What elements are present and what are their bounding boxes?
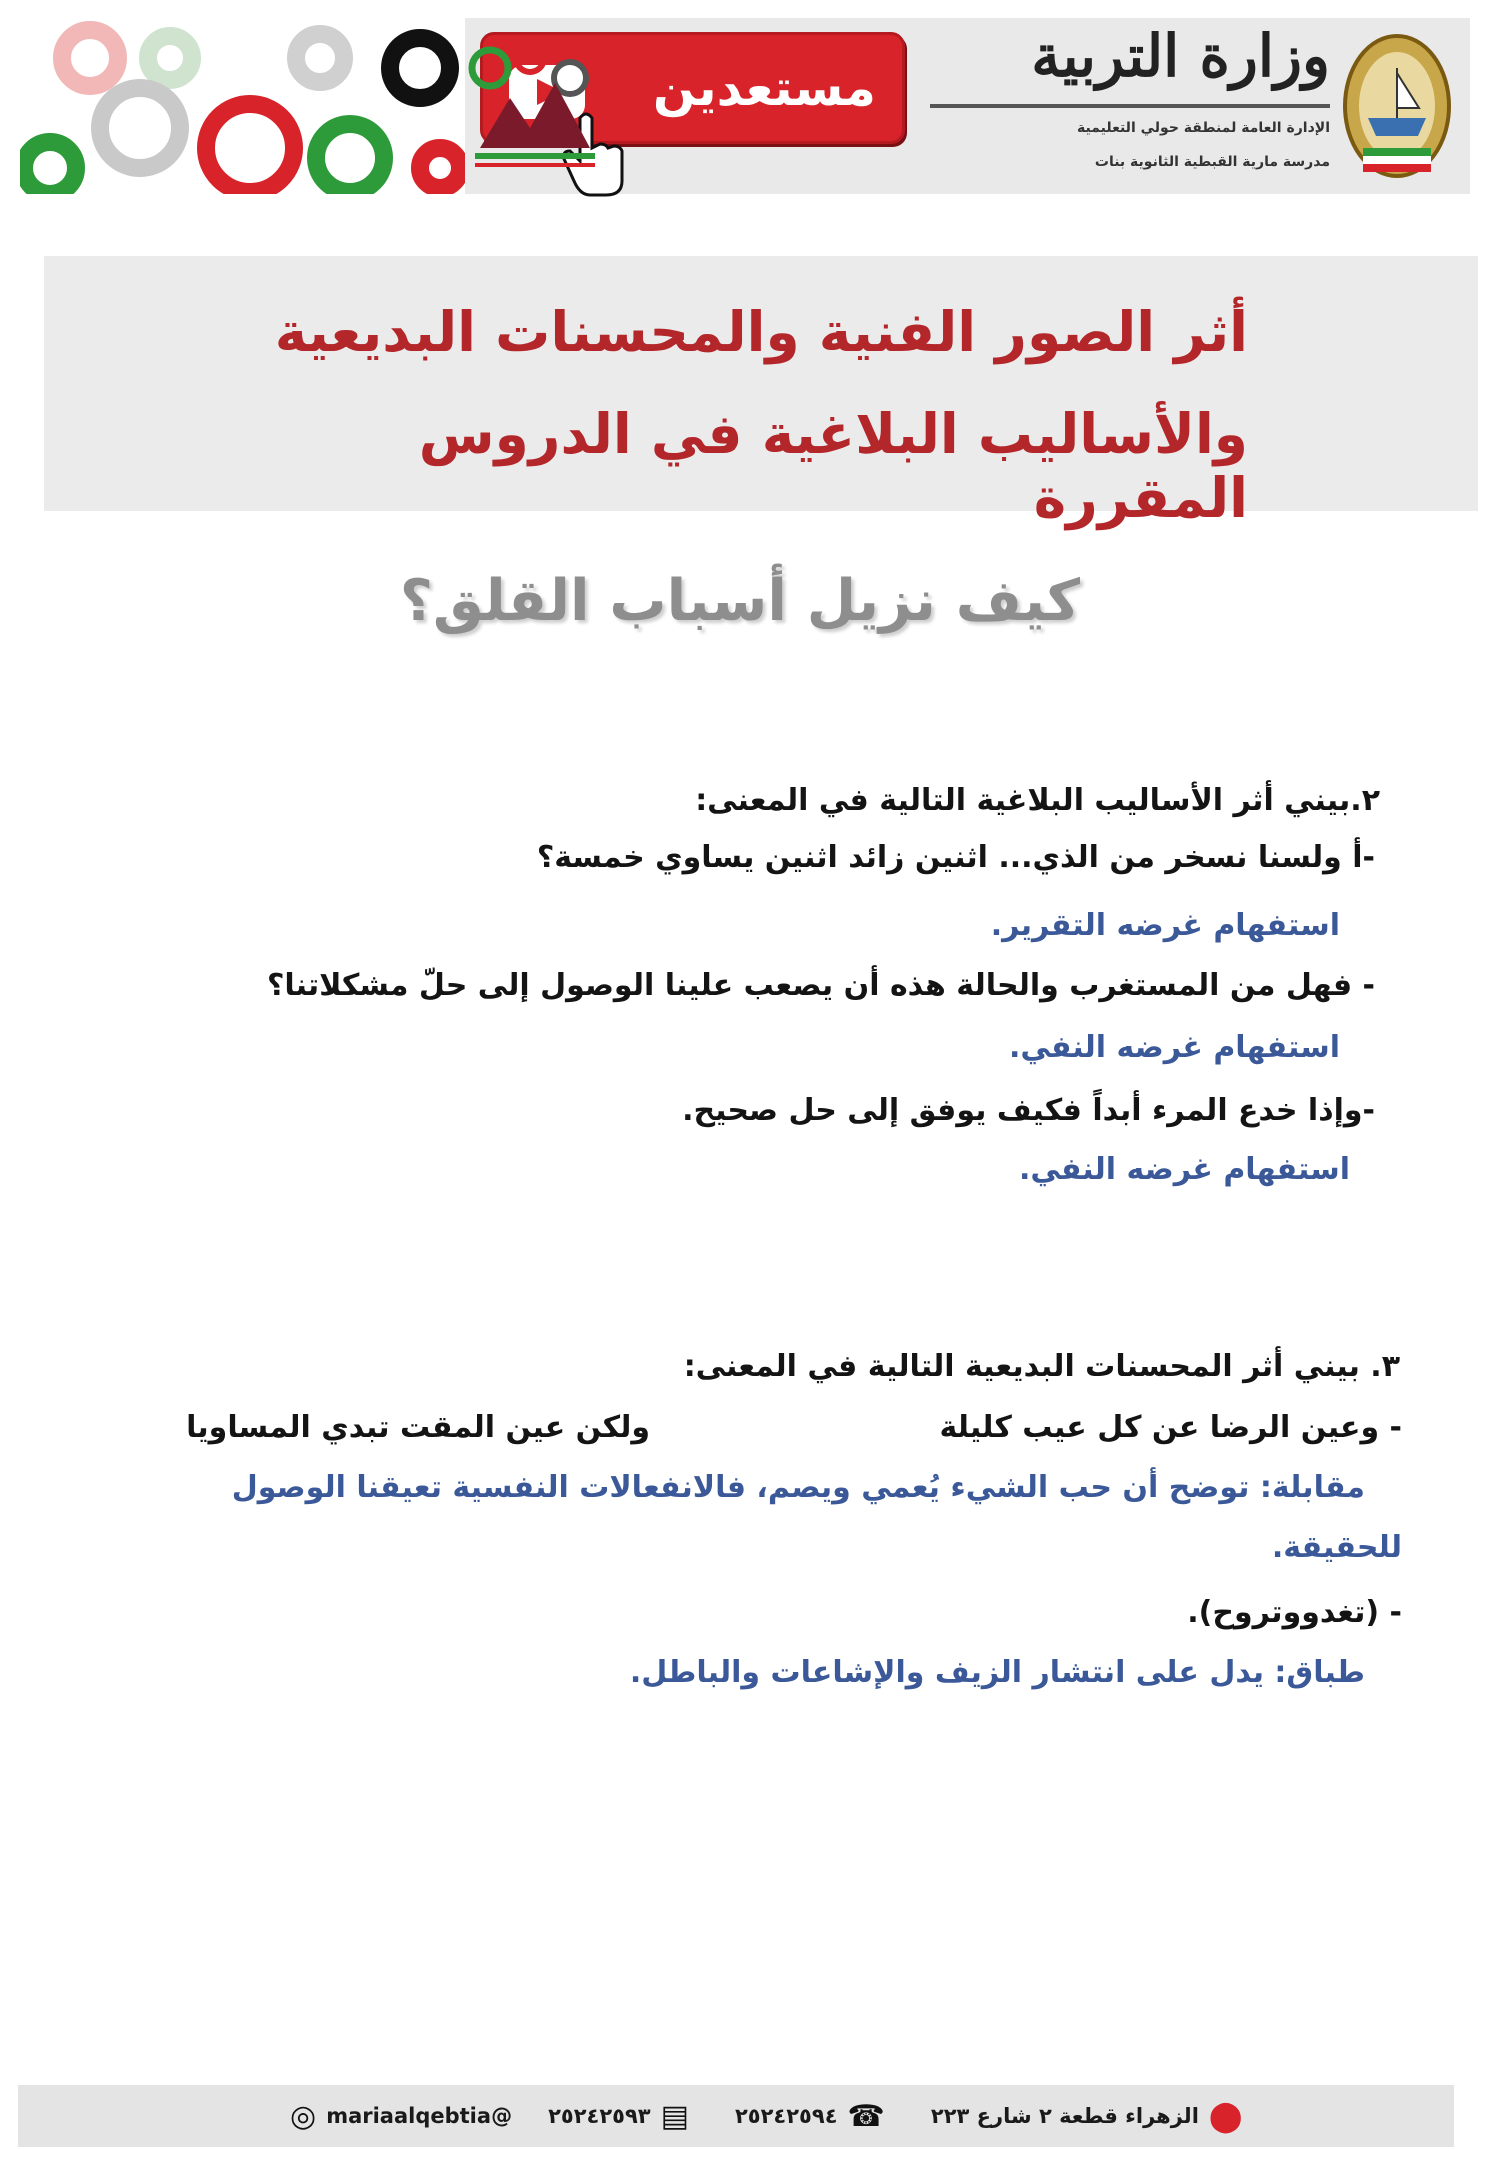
phone-icon: ☎ [847,2098,885,2134]
instagram-handle: @mariaalqebtia [326,2104,513,2128]
phone-number: ٢٥٢٤٢٥٩٤ [734,2104,838,2128]
fax-icon: ▤ [660,2098,689,2134]
fax-number: ٢٥٢٤٢٥٩٣ [548,2104,651,2128]
kuwait-emblem-icon [1338,28,1456,184]
section2-answer-1: استفهام غرضه التقرير. [990,908,1340,943]
section2-answer-3: استفهام غرضه النفي. [1018,1152,1350,1187]
section3-answer-1-line-2: للحقيقة. [1271,1530,1402,1565]
section2-question-2: - فهل من المستغرب والحالة هذه أن يصعب علينا الوصول إلى حلّ مشكلاتنا؟ [266,968,1375,1003]
section3-item-2: - (تغدووتروح). [1187,1595,1402,1630]
subscribe-label: مستعدين [652,59,876,117]
ministry-directorate: الإدارة العامة لمنطقة حولي التعليمية [1077,120,1330,136]
verse-first-half: - وعين الرضا عن كل عيب كليلة [939,1410,1402,1445]
footer-contacts [280,2093,1288,2139]
page-header [20,18,1470,194]
footer-phone [735,2099,895,2134]
location-pin-icon: ⬤ [1208,2098,1243,2134]
page-title-line-2: والأساليب البلاغية في الدروس المقررة [418,402,1248,530]
instagram-icon: ◎ [290,2098,317,2134]
ministry-name: وزارة التربية [1031,22,1330,90]
section3-answer-2: طباق: يدل على انتشار الزيف والإشاعات والباطل. [629,1655,1365,1690]
footer-fax [548,2099,699,2134]
footer-address [931,2099,1253,2134]
page-title-line-1: أثر الصور الفنية والمحسنات البديعية [274,300,1248,364]
section2-heading: ٢.بيني أثر الأساليب البلاغية التالية في المعنى: [695,783,1380,818]
section2-question-3: -وإذا خدع المرء أبداً فكيف يوفق إلى حل صحيح. [682,1093,1375,1128]
lesson-title: كيف نزيل أسباب القلق؟ [399,568,1080,634]
gears-decoration-icon [20,18,465,194]
title-box [44,256,1478,530]
page-footer [18,2085,1454,2147]
footer-instagram[interactable] [280,2099,512,2134]
section3-heading: ٣. بيني أثر المحسنات البديعية التالية في المعنى: [683,1349,1400,1384]
address-text: الزهراء قطعة ٢ شارع ٢٢٣ [930,2104,1199,2128]
school-logo-icon [460,28,610,188]
verse-second-half: ولكن عين المقت تبدي المساويا [186,1410,650,1445]
section3-answer-1-line-1: مقابلة: توضح أن حب الشيء يُعمي ويصم، فالانفعالات النفسية تعيقنا الوصول [231,1470,1365,1505]
ministry-divider [930,104,1330,108]
section2-question-1: -أ ولسنا نسخر من الذي... اثنين زائد اثنين يساوي خمسة؟ [536,840,1375,875]
ministry-block [910,18,1470,194]
school-name: مدرسة مارية القبطية الثانوية بنات [1094,154,1330,170]
section2-answer-2: استفهام غرضه النفي. [1008,1030,1340,1065]
